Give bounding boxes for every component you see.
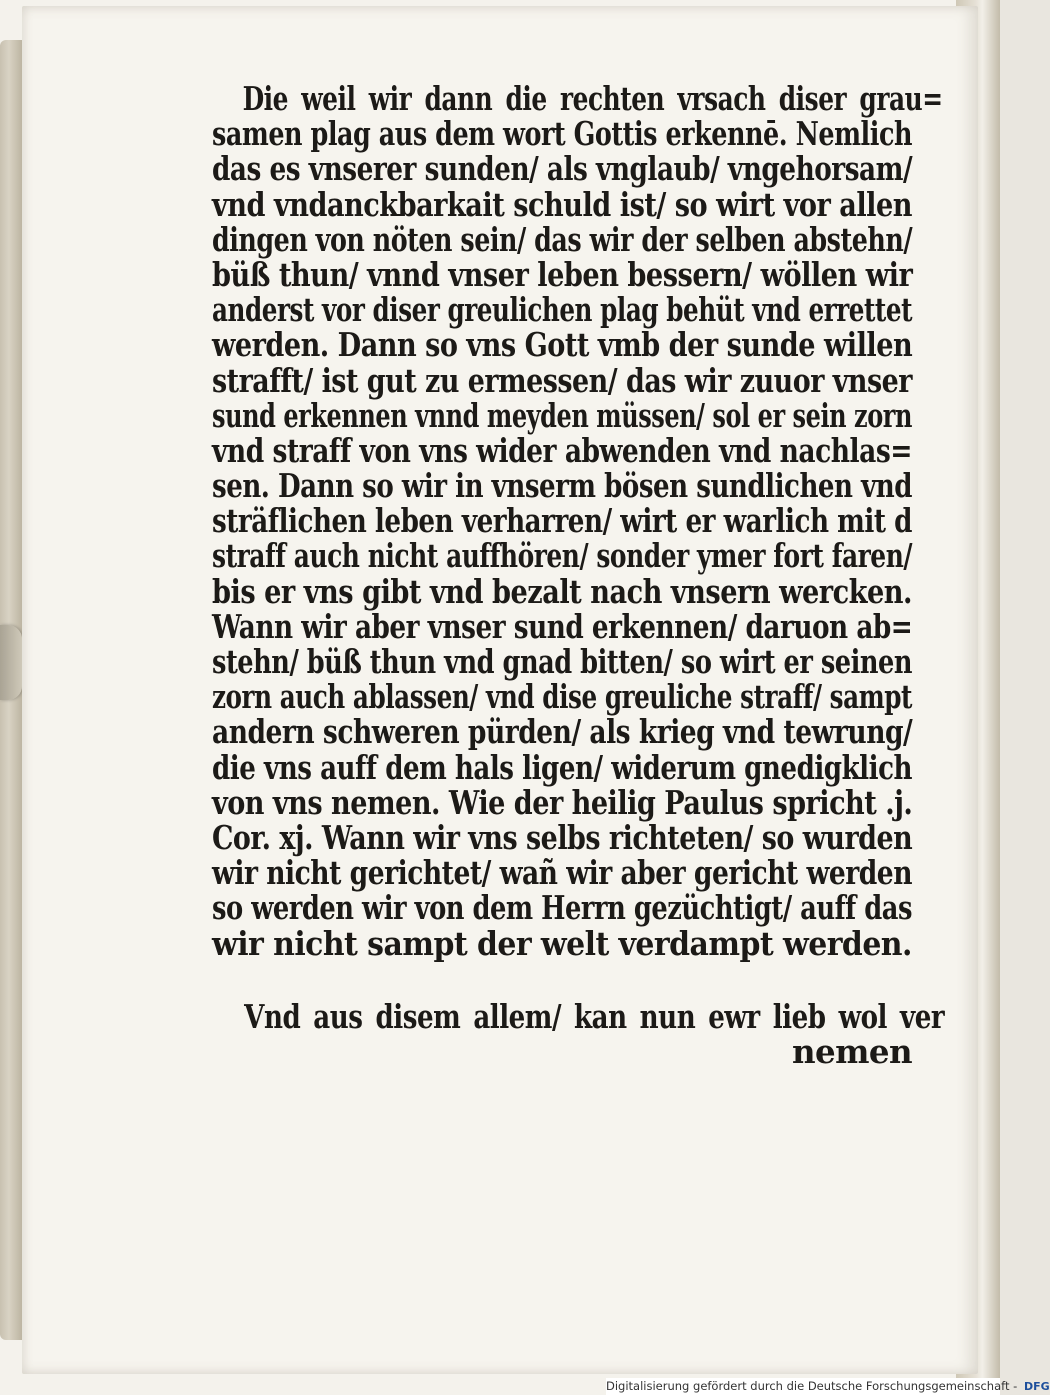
footer-text: Digitalisierung gefördert durch die Deutsche Forschungsgemeinschaft - — [606, 1379, 1018, 1393]
paragraph-gap — [212, 961, 912, 999]
book-clasp — [0, 625, 22, 700]
book-page — [22, 6, 978, 1374]
text-line: Die weil wir dann die rechten vrsach diser grau= — [242, 79, 943, 118]
footer-credit — [606, 1378, 1050, 1395]
paragraph-2 — [212, 996, 945, 1036]
text-line: büß thun/ vnnd vnser leben bessern/ wöllen wir — [212, 254, 913, 294]
text-line: sund erkennen vnnd meyden müssen/ sol er sein zorn — [212, 395, 912, 435]
text-line: zorn auch ablassen/ vnd dise greuliche straff/ sampt — [212, 677, 912, 717]
text-line: von vns nemen. Wie der heilig Paulus spricht .j. — [212, 782, 913, 822]
text-block — [212, 79, 945, 1071]
text-line: Wann wir aber vnser sund erkennen/ daruon ab= — [212, 606, 913, 646]
text-line: stehn/ büß thun vnd gnad bitten/ so wirt er seinen — [212, 642, 913, 681]
text-line: vnd straff von vns wider abwenden vnd nachlas= — [212, 430, 912, 470]
text-line: andern schweren pürden/ als krieg vnd tewrung/ — [212, 712, 913, 752]
text-line: werden. Dann so vns Gott vmb der sunde willen — [212, 325, 913, 365]
text-line: sen. Dann so wir in vnserm bösen sundlichen vnd — [212, 466, 913, 506]
text-line: Vnd aus disem allem/ kan nun ewr lieb wol ver — [244, 996, 945, 1036]
text-line: bis er vns gibt vnd bezalt nach vnsern wercken. — [212, 571, 912, 611]
text-line: straff auch nicht auffhören/ sonder ymer fort faren/ — [212, 536, 912, 576]
text-line: so werden wir von dem Herrn gezüchtigt/ auff das — [212, 888, 912, 928]
text-line: wir nicht gerichtet/ wañ wir aber gericht werden — [212, 853, 912, 893]
text-line: das es vnserer sunden/ als vnglaub/ vngehorsam/ — [212, 149, 913, 189]
catchword: nemen — [791, 1031, 912, 1071]
text-line: samen plag aus dem wort Gottis erkennē. Nemlich — [212, 114, 912, 154]
text-line: Cor. xj. Wann wir vns selbs richteten/ so wurden — [212, 817, 913, 857]
paragraph-1 — [212, 79, 943, 963]
text-line: vnd vndanckbarkait schuld ist/ so wirt vor allen — [212, 184, 912, 224]
text-line: die vns auff dem hals ligen/ widerum gnedigklich — [212, 747, 912, 787]
text-line: sträflichen leben verharren/ wirt er warlich mit d — [212, 501, 912, 541]
text-line: anderst vor diser greulichen plag behüt vnd errettet — [212, 290, 913, 330]
dfg-logo: DFG — [1023, 1380, 1050, 1393]
text-line: strafft/ ist gut zu ermessen/ das wir zuuor vnser — [212, 360, 912, 400]
text-line: dingen von nöten sein/ das wir der selben abstehn/ — [212, 219, 913, 259]
text-line: wir nicht sampt der welt verdampt werden. — [212, 923, 912, 963]
